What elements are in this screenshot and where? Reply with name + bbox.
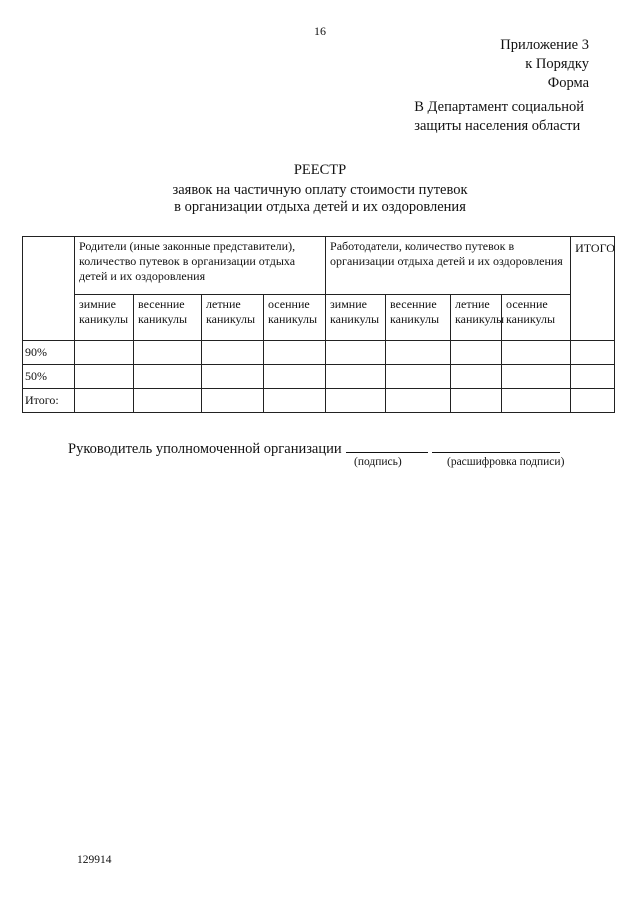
- table-cell: [502, 365, 571, 389]
- addressee-line-1: В Департамент социальной: [414, 99, 584, 115]
- page-number: 16: [314, 24, 326, 38]
- corner-cell: [23, 237, 75, 341]
- row-label: 50%: [23, 365, 75, 389]
- employers-summer-header: летние каникулы: [451, 295, 502, 341]
- appendix-block: [500, 36, 589, 93]
- signature-decoding-blank: [432, 440, 560, 453]
- table-cell: [451, 365, 502, 389]
- table-cell: [202, 365, 264, 389]
- table-row: [23, 389, 615, 413]
- employers-autumn-header: осенние каникулы: [502, 295, 571, 341]
- parents-group-header: Родители (иные законные представители), количество путевок в организации отдыха детей и их оздоровления: [75, 237, 326, 295]
- table-cell: [326, 341, 386, 365]
- table-cell: [75, 365, 134, 389]
- table-cell: [386, 389, 451, 413]
- document-title: РЕЕСТР: [293, 162, 347, 178]
- table-cell: [571, 389, 615, 413]
- table-cell: [264, 389, 326, 413]
- table-cell: [202, 341, 264, 365]
- table-cell: [502, 341, 571, 365]
- signature-caption: (подпись): [354, 456, 402, 468]
- parents-summer-header: летние каникулы: [202, 295, 264, 341]
- signature-blank: [346, 440, 428, 453]
- table-cell: [451, 389, 502, 413]
- addressee-block: [414, 98, 584, 136]
- row-label: Итого:: [23, 389, 75, 413]
- table-subheader-row: [23, 295, 615, 341]
- subtitle-line-1: заявок на частичную оплату стоимости путевок: [172, 182, 468, 198]
- table-cell: [134, 365, 202, 389]
- table-row: [23, 341, 615, 365]
- table-cell: [571, 341, 615, 365]
- table-cell: [134, 341, 202, 365]
- table-header-row: [23, 237, 615, 295]
- table-cell: [326, 389, 386, 413]
- appendix-line-3: Форма: [547, 75, 589, 91]
- parents-autumn-header: осенние каникулы: [264, 295, 326, 341]
- registry-table: [22, 236, 615, 413]
- signature-label: Руководитель уполномоченной организации: [68, 441, 342, 457]
- subtitle-line-2: в организации отдыха детей и их оздоровления: [174, 199, 466, 215]
- table-cell: [134, 389, 202, 413]
- document-subtitle: [0, 182, 640, 216]
- addressee-line-2: защиты населения области: [414, 118, 581, 134]
- row-label: 90%: [23, 341, 75, 365]
- table-cell: [386, 341, 451, 365]
- table-cell: [502, 389, 571, 413]
- table-row: [23, 365, 615, 389]
- total-column-header: ИТОГО: [571, 237, 615, 341]
- table-cell: [75, 389, 134, 413]
- table-cell: [202, 389, 264, 413]
- appendix-line-2: к Порядку: [525, 56, 589, 72]
- table-cell: [264, 365, 326, 389]
- footer-code: 129914: [77, 854, 112, 866]
- appendix-line-1: Приложение 3: [500, 37, 589, 53]
- employers-winter-header: зимние каникулы: [326, 295, 386, 341]
- table-cell: [264, 341, 326, 365]
- table-cell: [571, 365, 615, 389]
- table-cell: [386, 365, 451, 389]
- parents-spring-header: весенние каникулы: [134, 295, 202, 341]
- table-cell: [75, 341, 134, 365]
- employers-group-header: Работодатели, количество путевок в организации отдыха детей и их оздоровления: [326, 237, 571, 295]
- table-cell: [326, 365, 386, 389]
- employers-spring-header: весенние каникулы: [386, 295, 451, 341]
- parents-winter-header: зимние каникулы: [75, 295, 134, 341]
- table-cell: [451, 341, 502, 365]
- signature-decoding-caption: (расшифровка подписи): [447, 456, 565, 468]
